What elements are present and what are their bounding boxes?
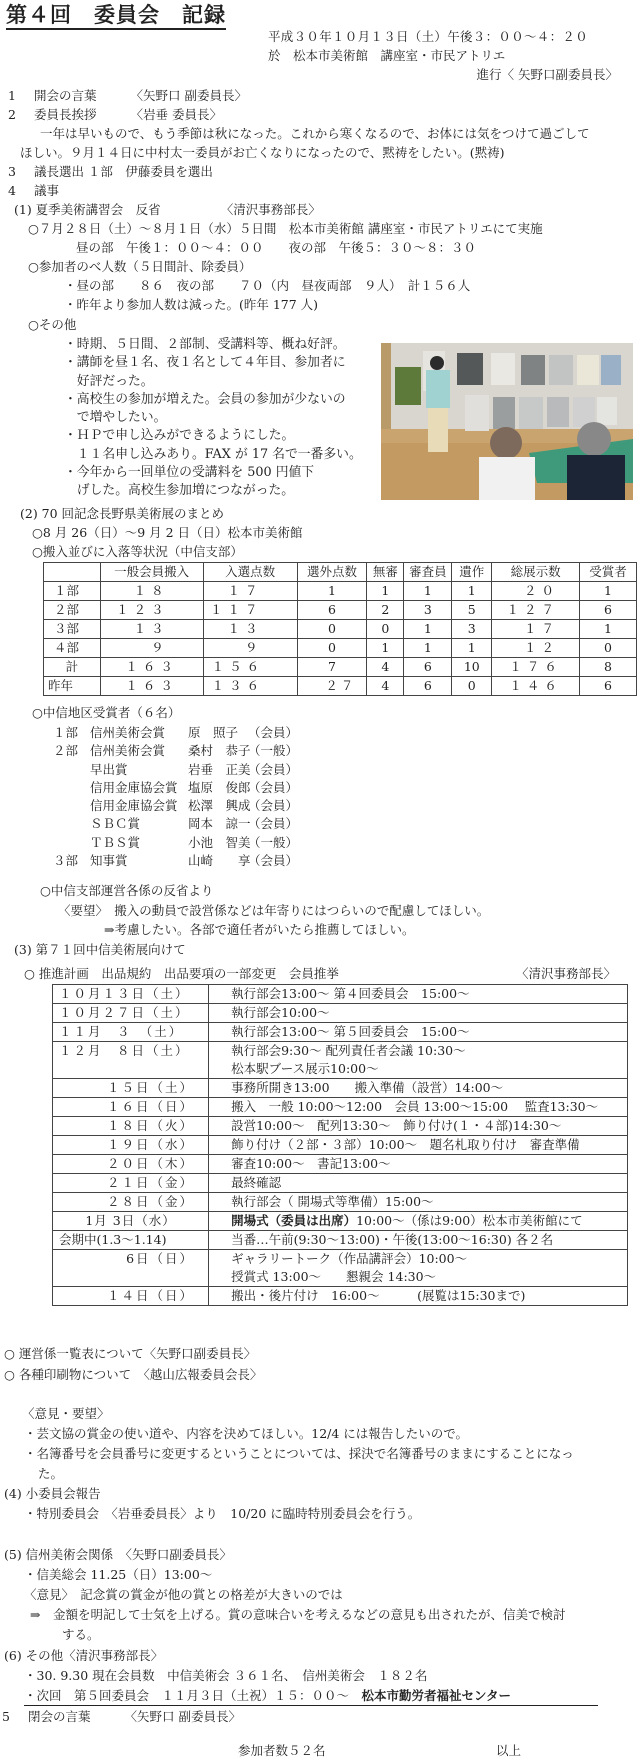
award-type: （会員） xyxy=(248,853,299,869)
table-cell: 1 xyxy=(367,639,404,658)
table-cell: 3 xyxy=(452,620,492,639)
table-cell: ９ xyxy=(203,639,297,658)
section-1-title: (1) 夏季美術講習会 反省 xyxy=(14,202,161,217)
table-cell: ２０ xyxy=(492,582,580,601)
table-cell: ２７ xyxy=(297,677,367,696)
review-answer: ⇒考慮したい。各部で適任者がいたら推薦してほしい。 xyxy=(104,922,415,937)
other-line: で増やしたい。 xyxy=(64,410,167,426)
schedule-row xyxy=(53,1155,628,1174)
meeting-facilitator: 進行〈 矢野口副委員長〉 xyxy=(476,67,618,82)
schedule-table xyxy=(52,984,628,1306)
schedule-event xyxy=(209,1193,628,1212)
schedule-event xyxy=(209,1117,628,1136)
schedule-row xyxy=(53,1136,628,1155)
section-5-line-3: ⇒ 金額を明記して士気を上げる。賞の意味合いを考えるなどの意見も出されたが、信美で検討 xyxy=(30,1607,566,1622)
award-row xyxy=(44,797,298,815)
schedule-event xyxy=(209,1250,628,1287)
table-cell: １２ xyxy=(492,639,580,658)
schedule-event xyxy=(209,1023,628,1042)
schedule-event-text: 飾り付け（２部・３部）10:00～ 題名札取り付け 審査準備 xyxy=(231,1137,580,1152)
other-line: ・ＨＰで申し込みができるようにした。 xyxy=(64,428,295,444)
table-cell: １２７ xyxy=(492,601,580,620)
header-cell: 審査員 xyxy=(404,563,452,582)
schedule-row xyxy=(53,1212,628,1231)
award-row xyxy=(44,815,298,833)
table-cell: 4 xyxy=(367,677,404,696)
schedule-body xyxy=(53,985,628,1306)
item-2-label: 委員長挨拶 xyxy=(33,107,97,122)
next-meeting-detail: ・次回 第５回委員会 １１月３日（土祝）１５：００～ xyxy=(24,1688,362,1703)
table-cell: 1 xyxy=(580,582,637,601)
award-person: 桑村 恭子 xyxy=(188,743,251,759)
award-person: 塩原 俊郎 xyxy=(188,779,251,795)
end-mark: 以上 xyxy=(496,1743,522,1758)
award-dept: ２部 xyxy=(52,743,78,759)
award-name: 信用金庫協会賞 xyxy=(90,779,178,795)
award-type: （一般） xyxy=(248,743,299,759)
schedule-event-text: ギャラリートーク（作品講評会）10:00～ xyxy=(231,1251,468,1266)
table-cell: １６３ xyxy=(100,658,203,677)
staff-list-note: ○ 運営係一覧表について〈矢野口副委員長〉 xyxy=(4,1346,257,1361)
schedule-event-text: 執行部会13:00～ 第５回委員会 15:00～ xyxy=(231,1024,470,1039)
section-5-line-2: 〈意見〉 記念賞の賞金が他の賞との格差が大きいのでは xyxy=(24,1587,343,1602)
schedule-row xyxy=(53,1250,628,1287)
awards-heading: ○中信地区受賞者（６名） xyxy=(32,705,181,720)
opinion-heading: 〈意見・要望〉 xyxy=(22,1406,110,1421)
schedule-event xyxy=(209,985,628,1004)
results-table-header xyxy=(44,563,637,582)
row-label: 計 xyxy=(44,658,101,677)
award-type: （会員） xyxy=(248,725,299,740)
schedule-event xyxy=(209,1098,628,1117)
table-cell: 1 xyxy=(580,620,637,639)
row-label: ４部 xyxy=(44,639,101,658)
award-type: （会員） xyxy=(248,779,299,795)
table-cell: 0 xyxy=(297,620,367,639)
schedule-date: １０月２７日（土） xyxy=(53,1004,209,1023)
table-cell: １３ xyxy=(203,620,297,639)
table-cell: １７ xyxy=(203,582,297,601)
award-name: 信用金庫協会賞 xyxy=(90,798,178,814)
item-2 xyxy=(8,106,222,124)
participants-heading: ○参加者のべ人数（５日間計、除委員） xyxy=(28,259,252,274)
other-list xyxy=(64,336,362,501)
header-cell: 無審 xyxy=(367,563,404,582)
table-cell: 10 xyxy=(452,658,492,677)
schedule-row xyxy=(53,1117,628,1136)
plan-text: ○ 推進計画 出品規約 出品要項の一部変更 会員推挙 xyxy=(24,966,339,981)
table-row xyxy=(44,639,637,658)
award-person: 岩垂 正美 xyxy=(188,761,251,777)
schedule-event xyxy=(209,1174,628,1193)
schedule-event-text: 執行部会9:30～ 配列責任者会議 10:30～ xyxy=(231,1043,466,1058)
table-row xyxy=(44,620,637,639)
item-3-label: 議長選出 １部 伊藤委員を選出 xyxy=(33,164,213,179)
table-cell: 1 xyxy=(297,582,367,601)
table-cell: 7 xyxy=(297,658,367,677)
item-3-number: 3 xyxy=(8,164,16,179)
schedule-date: 会期中(1.3～1.14) xyxy=(53,1231,209,1250)
participants-line-2: ・昨年より参加人数は減った。(昨年 177 人) xyxy=(64,297,319,312)
table-cell: 0 xyxy=(452,677,492,696)
table-cell: 6 xyxy=(297,601,367,620)
item-1-label: 開会の言葉 xyxy=(33,88,97,103)
header-cell: 遺作 xyxy=(452,563,492,582)
page-title xyxy=(6,2,226,30)
schedule-row xyxy=(53,1193,628,1212)
photo-image xyxy=(381,343,633,500)
schedule-event-text: 執行部会13:00～ 第４回委員会 15:00～ xyxy=(231,986,470,1001)
table-cell: 0 xyxy=(580,639,637,658)
award-row xyxy=(44,742,298,760)
schedule-row xyxy=(53,1042,628,1079)
schedule-event xyxy=(209,1004,628,1023)
award-type: （会員） xyxy=(248,761,299,777)
award-row xyxy=(44,724,298,742)
table-cell: １７ xyxy=(492,620,580,639)
table-cell: １３６ xyxy=(203,677,297,696)
schedule-date: １２月 ８日（土） xyxy=(53,1042,209,1079)
schedule-event xyxy=(209,1155,628,1174)
course-period: ○７月２８日（土）～８月１日（水）５日間 松本市美術館 講座室・市民アトリエにて実施 xyxy=(28,221,543,236)
award-person: 松澤 興成 xyxy=(188,798,251,814)
next-meeting xyxy=(24,1687,598,1706)
greeting-line-1: 一年は早いもので、もう季節は秋になった。これから寒くなるので、お体には気をつけて過ごして xyxy=(40,126,590,141)
schedule-row xyxy=(53,1023,628,1042)
section-4-heading: (4) 小委員会報告 xyxy=(4,1486,101,1501)
section-3-heading: (3) 第７１回中信美術展向けて xyxy=(14,942,186,957)
award-row xyxy=(44,779,298,797)
award-dept: １部 xyxy=(52,725,78,740)
award-person: 小池 智美 xyxy=(188,834,251,850)
schedule-row xyxy=(53,1174,628,1193)
item-3 xyxy=(8,163,213,181)
table-cell: 1 xyxy=(452,639,492,658)
table-cell: 6 xyxy=(580,677,637,696)
item-4 xyxy=(8,182,59,200)
opinion-2: ・名簿番号を会員番号に変更するということについては、採決で名簿番号のままにすることになっ xyxy=(24,1446,574,1461)
table-cell: １２３ xyxy=(100,601,203,620)
schedule-row xyxy=(53,1287,628,1306)
table-cell: １４６ xyxy=(492,677,580,696)
schedule-date: １４日（日） xyxy=(53,1287,209,1306)
award-person: 原 照子 xyxy=(188,725,239,740)
table-cell: 1 xyxy=(404,639,452,658)
award-type: （一般） xyxy=(248,834,299,850)
schedule-date: 6日（日） xyxy=(53,1250,209,1287)
item-4-number: 4 xyxy=(8,183,16,198)
schedule-date: １０月１３日（土） xyxy=(53,985,209,1004)
schedule-event-text: 事務所開き13:00 搬入準備（設営）14:00～ xyxy=(231,1080,504,1095)
item-1 xyxy=(8,87,247,105)
schedule-row xyxy=(53,1231,628,1250)
schedule-event-highlight: 開場式（委員は出席） xyxy=(231,1213,357,1228)
award-row xyxy=(44,852,298,870)
lecture-photo xyxy=(381,343,633,500)
table-cell: １５６ xyxy=(203,658,297,677)
item-1-person: 〈矢野口 副委員長〉 xyxy=(130,88,247,103)
table-cell: 1 xyxy=(404,582,452,601)
table-cell: １８ xyxy=(100,582,203,601)
attendee-count: 参加者数５２名 xyxy=(238,1743,326,1758)
schedule-row xyxy=(53,1079,628,1098)
schedule-event-text: 審査10:00～ 書記13:00～ xyxy=(231,1156,391,1171)
greeting-line-2: ほしい。９月１４日に中村太一委員がお亡くなりになったので、黙祷をしたい。(黙祷) xyxy=(20,145,505,160)
table-row xyxy=(44,582,637,601)
schedule-event-text: 搬出・後片付け 16:00～ (展覧は15:30まで) xyxy=(231,1288,526,1303)
schedule-event xyxy=(209,1136,628,1155)
table-cell: 8 xyxy=(580,658,637,677)
section-2-heading: (2) 70 回記念長野県美術展のまとめ xyxy=(20,506,225,521)
title-part-3: 記録 xyxy=(182,3,226,27)
table-cell: 1 xyxy=(404,620,452,639)
printed-materials-note: ○ 各種印刷物について 〈越山広報委員会長〉 xyxy=(4,1367,263,1382)
schedule-date: １５日（土） xyxy=(53,1079,209,1098)
row-label: ２部 xyxy=(44,601,101,620)
header-cell: 入選点数 xyxy=(203,563,297,582)
section-5-line-1: ・信美総会 11.25（日）13:00～ xyxy=(24,1567,213,1582)
award-name: 早出賞 xyxy=(90,761,128,777)
meeting-venue: 於 松本市美術館 講座室・市民アトリエ xyxy=(268,48,506,63)
table-row xyxy=(44,677,637,696)
plan-line xyxy=(24,965,616,983)
table-row xyxy=(44,658,637,677)
section-1-person: 〈清沢事務部長〉 xyxy=(220,202,321,217)
opinion-2-cont: た。 xyxy=(38,1466,64,1481)
section-5-heading: (5) 信州美術会関係 〈矢野口副委員長〉 xyxy=(4,1547,232,1562)
award-person: 岡本 諒一 xyxy=(188,816,251,832)
row-label: 昨年 xyxy=(44,677,101,696)
header-cell: 一般会員搬入 xyxy=(100,563,203,582)
section-5-line-4: する。 xyxy=(62,1627,100,1642)
table-cell: 3 xyxy=(404,601,452,620)
title-part-2: 委員会 xyxy=(94,3,160,27)
meeting-datetime: 平成３０年１０月１３日（土）午後３：００～４：２０ xyxy=(268,29,589,44)
opinion-1: ・芸文協の賞金の使い道や、内容を決めてほしい。12/4 には報告したいので。 xyxy=(24,1426,469,1441)
review-heading: ○中信支部運営各係の反省より xyxy=(40,883,214,898)
table-cell: 4 xyxy=(367,658,404,677)
award-name: ＳＢＣ賞 xyxy=(90,816,141,832)
schedule-event xyxy=(209,1231,628,1250)
participants-line-1: ・昼の部 ８６ 夜の部 ７０（内 昼夜両部 ９人） 計１５６人 xyxy=(64,278,471,293)
schedule-date: １６日（日） xyxy=(53,1098,209,1117)
schedule-row xyxy=(53,1098,628,1117)
row-label: １部 xyxy=(44,582,101,601)
schedule-date: ２８日（金） xyxy=(53,1193,209,1212)
awards-list xyxy=(44,724,298,870)
section-4-line: ・特別委員会 〈岩垂委員長〉より 10/20 に臨時特別委員会を行う。 xyxy=(24,1506,421,1521)
schedule-row xyxy=(53,985,628,1004)
table-cell: 0 xyxy=(367,620,404,639)
schedule-event-text: 10:00～（係は9:00）松本市美術館にて xyxy=(356,1213,583,1228)
review-request: 〈要望〉 搬入の動員で設営係などは年寄りにはつらいので配慮してほしい。 xyxy=(58,903,490,918)
results-table xyxy=(43,562,637,696)
table-cell: 1 xyxy=(367,582,404,601)
table-cell: 1 xyxy=(452,582,492,601)
schedule-date: 1月 3日（水） xyxy=(53,1212,209,1231)
item-5 xyxy=(2,1708,241,1726)
header-cell: 総展示数 xyxy=(492,563,580,582)
award-type: （会員） xyxy=(248,798,299,814)
title-part-1: 第４回 xyxy=(6,3,72,27)
schedule-date: ２１日（金） xyxy=(53,1174,209,1193)
schedule-date: ２０日（木） xyxy=(53,1155,209,1174)
schedule-event xyxy=(209,1287,628,1306)
other-line: げした。高校生参加増につながった。 xyxy=(64,483,295,499)
schedule-date: １８日（火） xyxy=(53,1117,209,1136)
schedule-event-text: 搬入 一般 10:00～12:00 会員 13:00～15:00 監査13:30～ xyxy=(231,1099,599,1114)
schedule-event-text-2: 授賞式 13:00～ 懇親会 14:30～ xyxy=(231,1269,437,1284)
item-5-number: 5 xyxy=(2,1709,10,1724)
next-meeting-venue: 松本市勤労者福祉センター xyxy=(361,1688,512,1703)
schedule-event-text-2: 松本駅ブース展示10:00～ xyxy=(231,1061,379,1076)
schedule-event-text: 執行部会10:00～ xyxy=(231,1005,330,1020)
table-row xyxy=(44,601,637,620)
section-6-heading: (6) その他〈清沢事務部長〉 xyxy=(4,1648,164,1663)
plan-person: 〈清沢事務部長〉 xyxy=(515,966,616,981)
other-line: ・今年から一回単位の受講料を 500 円値下 xyxy=(64,465,315,481)
item-5-label: 閉会の言葉 xyxy=(27,1709,91,1724)
item-5-person: 〈矢野口 副委員長〉 xyxy=(124,1709,241,1724)
other-line: ・時期、５日間、２部制、受講料等、概ね好評。 xyxy=(64,337,346,352)
other-line: ・高校生の参加が増えた。会員の参加が少ないの xyxy=(64,391,346,407)
award-name: ＴＢＳ賞 xyxy=(90,834,141,850)
award-name: 信州美術会賞 xyxy=(90,743,166,759)
schedule-event-text: 設営10:00～ 配列13:30～ 飾り付け(１・４部)14:30～ xyxy=(231,1118,562,1133)
results-table-title: ○搬入並びに入落等状況（中信支部） xyxy=(32,544,243,559)
exhibition-period: ○8 月 26（日）～9 月 2 日（日）松本市美術館 xyxy=(32,525,303,540)
item-1-number: 1 xyxy=(8,88,16,103)
table-cell: 0 xyxy=(297,639,367,658)
schedule-event xyxy=(209,1042,628,1079)
award-person: 山崎 享 xyxy=(188,853,251,869)
table-cell: １３ xyxy=(100,620,203,639)
item-2-person: 〈岩垂 委員長〉 xyxy=(130,107,222,122)
schedule-event xyxy=(209,1212,628,1231)
award-name: 知事賞 xyxy=(90,853,128,869)
award-type: （会員） xyxy=(248,816,299,832)
schedule-date: １１月 ３ （土） xyxy=(53,1023,209,1042)
other-heading: ○その他 xyxy=(28,317,77,332)
schedule-event-text: 執行部会（ 開場式等準備）15:00～ xyxy=(231,1194,434,1209)
other-line: 好評だった。 xyxy=(64,373,154,389)
award-row xyxy=(44,761,298,779)
item-2-number: 2 xyxy=(8,107,16,122)
header-cell: 選外点数 xyxy=(297,563,367,582)
table-cell: １７６ xyxy=(492,658,580,677)
table-cell: 2 xyxy=(367,601,404,620)
award-row xyxy=(44,834,298,852)
table-cell: 6 xyxy=(580,601,637,620)
table-cell: １６３ xyxy=(100,677,203,696)
member-count: ・30. 9.30 現在会員数 中信美術会 ３６１名、 信州美術会 １８２名 xyxy=(24,1668,428,1683)
item-4-label: 議事 xyxy=(33,183,59,198)
award-name: 信州美術会賞 xyxy=(90,725,166,740)
table-cell: 5 xyxy=(452,601,492,620)
schedule-event-text: 最終確認 xyxy=(231,1175,282,1190)
table-cell: 6 xyxy=(404,677,452,696)
table-cell: 6 xyxy=(404,658,452,677)
row-label: ３部 xyxy=(44,620,101,639)
other-line: ・講師を昼１名、夜１名として４年目、参加者に xyxy=(64,355,346,371)
section-1-heading xyxy=(14,201,321,219)
table-cell: ９ xyxy=(100,639,203,658)
schedule-row xyxy=(53,1004,628,1023)
other-line: １１名申し込みあり。FAX が 17 名で一番多い。 xyxy=(64,446,362,462)
course-times: 昼の部 午後１：００～４：００ 夜の部 午後５：３０～８：３０ xyxy=(76,240,477,255)
table-cell: １１７ xyxy=(203,601,297,620)
header-cell xyxy=(44,563,101,582)
header-cell: 受賞者 xyxy=(580,563,637,582)
award-dept: ３部 xyxy=(52,853,78,869)
schedule-event-text: 当番…午前(9:30～13:00)・午後(13:00～16:30) 各２名 xyxy=(231,1232,554,1247)
schedule-date: １９日（水） xyxy=(53,1136,209,1155)
schedule-event xyxy=(209,1079,628,1098)
